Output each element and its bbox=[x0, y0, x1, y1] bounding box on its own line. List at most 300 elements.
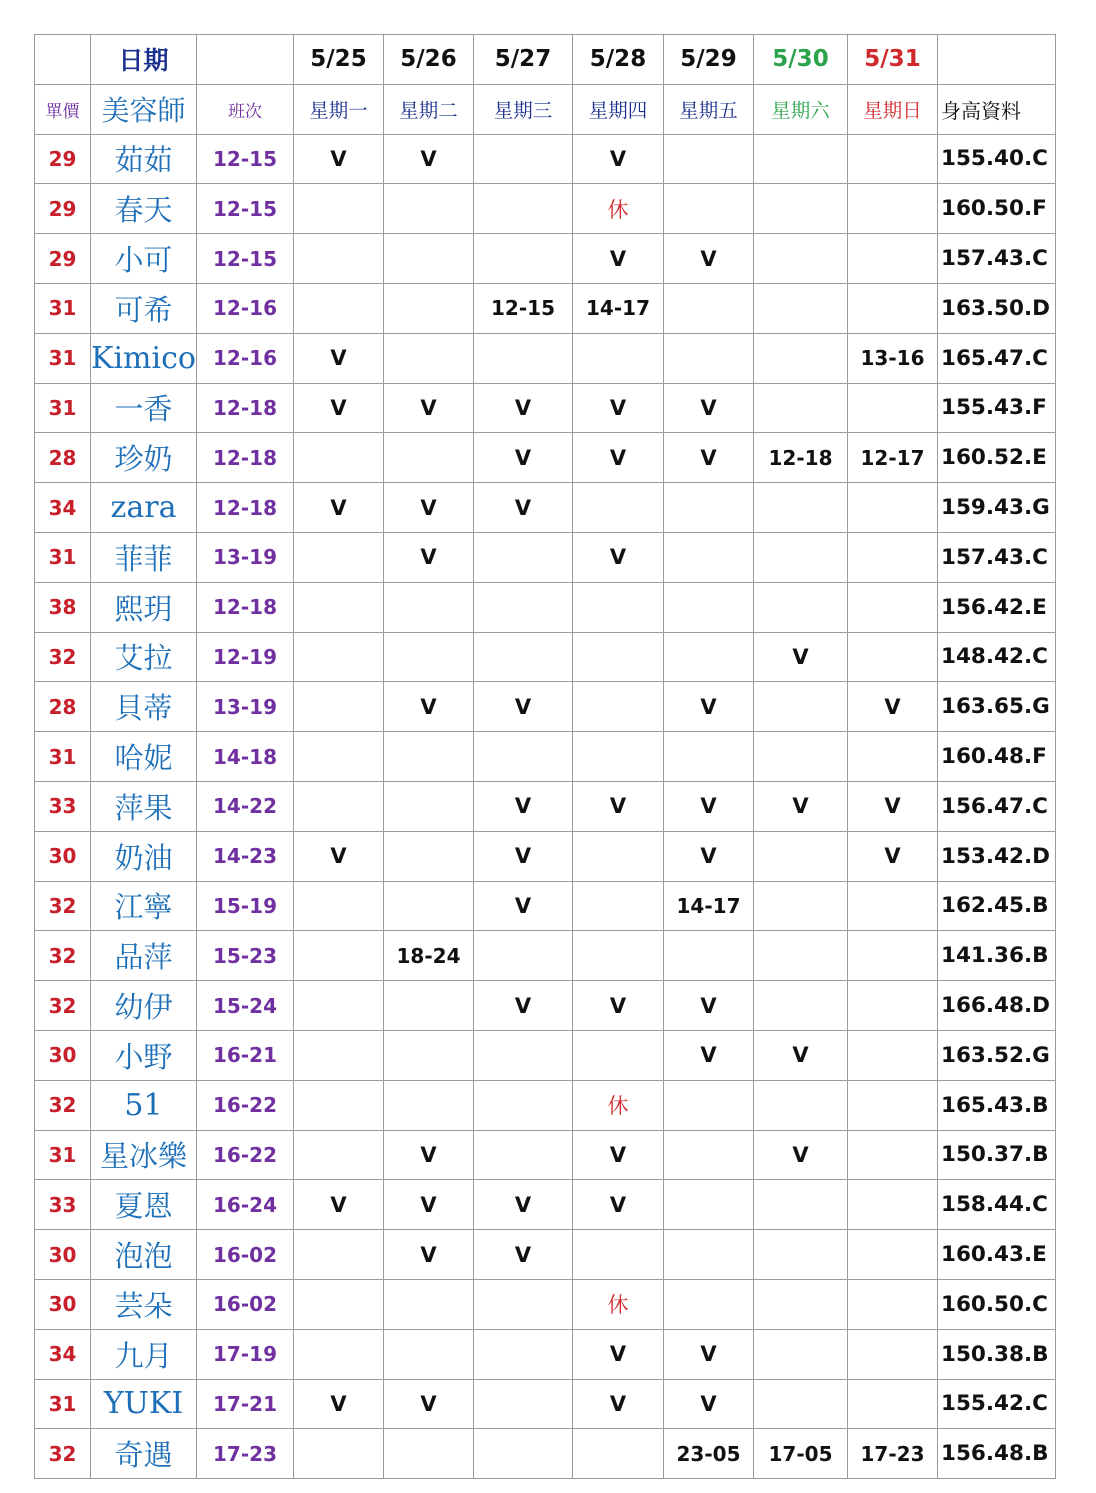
day-cell: V bbox=[573, 134, 664, 184]
day-cell bbox=[474, 1130, 573, 1180]
day-cell: V bbox=[664, 781, 754, 831]
height-cell: 160.48.F bbox=[938, 732, 1056, 782]
day-cell bbox=[573, 483, 664, 533]
height-cell: 166.48.D bbox=[938, 981, 1056, 1031]
height-cell: 163.52.G bbox=[938, 1030, 1056, 1080]
day-cell bbox=[754, 931, 848, 981]
table-row bbox=[35, 1279, 1056, 1329]
shift-cell: 12-19 bbox=[197, 632, 294, 682]
day-cell bbox=[573, 732, 664, 782]
day-cell: V bbox=[664, 981, 754, 1031]
day-cell: V bbox=[294, 134, 384, 184]
day-cell bbox=[848, 981, 938, 1031]
day-cell bbox=[573, 881, 664, 931]
price-cell: 33 bbox=[35, 781, 91, 831]
price-cell: 31 bbox=[35, 1379, 91, 1429]
day-cell bbox=[294, 1279, 384, 1329]
day-cell: V bbox=[754, 1130, 848, 1180]
day-cell: V bbox=[664, 1379, 754, 1429]
price-cell: 30 bbox=[35, 1230, 91, 1280]
day-cell: V bbox=[573, 383, 664, 433]
day-cell bbox=[294, 1329, 384, 1379]
shift-cell: 16-22 bbox=[197, 1080, 294, 1130]
day-cell: V bbox=[848, 682, 938, 732]
day-cell bbox=[294, 732, 384, 782]
day-cell bbox=[384, 234, 474, 284]
day-cell bbox=[294, 532, 384, 582]
table-row bbox=[35, 532, 1056, 582]
height-cell: 155.40.C bbox=[938, 134, 1056, 184]
day-cell bbox=[294, 1030, 384, 1080]
day-cell bbox=[294, 881, 384, 931]
day-cell: V bbox=[573, 1130, 664, 1180]
day-cell bbox=[664, 333, 754, 383]
shift-cell: 12-16 bbox=[197, 283, 294, 333]
beautician-name: 春天 bbox=[91, 184, 197, 234]
day-cell bbox=[573, 632, 664, 682]
day-cell: V bbox=[664, 682, 754, 732]
shift-cell: 12-18 bbox=[197, 582, 294, 632]
beautician-name: 菲菲 bbox=[91, 532, 197, 582]
table-row bbox=[35, 433, 1056, 483]
shift-cell: 17-23 bbox=[197, 1429, 294, 1479]
price-cell: 30 bbox=[35, 1030, 91, 1080]
day-cell bbox=[754, 234, 848, 284]
day-cell bbox=[848, 1379, 938, 1429]
day-cell: V bbox=[474, 981, 573, 1031]
day-cell: V bbox=[474, 781, 573, 831]
date-cell-sunday: 5/31 bbox=[848, 35, 938, 85]
day-cell bbox=[848, 483, 938, 533]
price-cell: 28 bbox=[35, 682, 91, 732]
beautician-name: 貝蒂 bbox=[91, 682, 197, 732]
shift-cell: 15-23 bbox=[197, 931, 294, 981]
day-cell bbox=[754, 333, 848, 383]
weekday-cell: 星期四 bbox=[573, 84, 664, 134]
day-cell bbox=[848, 1030, 938, 1080]
table-row bbox=[35, 981, 1056, 1031]
table-row bbox=[35, 184, 1056, 234]
day-cell: 17-23 bbox=[848, 1429, 938, 1479]
price-cell: 32 bbox=[35, 981, 91, 1031]
shift-cell: 12-15 bbox=[197, 134, 294, 184]
day-cell: V bbox=[754, 632, 848, 682]
day-cell bbox=[754, 483, 848, 533]
day-cell bbox=[754, 732, 848, 782]
day-cell bbox=[384, 1279, 474, 1329]
day-cell: 12-15 bbox=[474, 283, 573, 333]
shift-cell: 12-18 bbox=[197, 483, 294, 533]
table-row bbox=[35, 582, 1056, 632]
day-cell: V bbox=[754, 1030, 848, 1080]
beautician-name: 哈妮 bbox=[91, 732, 197, 782]
shift-cell: 16-21 bbox=[197, 1030, 294, 1080]
date-cell: 5/27 bbox=[474, 35, 573, 85]
date-label: 日期 bbox=[91, 35, 197, 85]
header-blank-cell bbox=[938, 35, 1056, 85]
price-cell: 32 bbox=[35, 1080, 91, 1130]
day-cell bbox=[848, 632, 938, 682]
day-cell bbox=[754, 1279, 848, 1329]
beautician-name: YUKI bbox=[91, 1379, 197, 1429]
height-cell: 162.45.B bbox=[938, 881, 1056, 931]
day-cell bbox=[848, 1080, 938, 1130]
day-cell: V bbox=[384, 1379, 474, 1429]
height-cell: 160.50.C bbox=[938, 1279, 1056, 1329]
price-cell: 34 bbox=[35, 483, 91, 533]
shift-cell: 16-02 bbox=[197, 1230, 294, 1280]
height-cell: 153.42.D bbox=[938, 831, 1056, 881]
day-cell bbox=[754, 532, 848, 582]
day-cell bbox=[664, 632, 754, 682]
shift-cell: 13-19 bbox=[197, 682, 294, 732]
day-cell bbox=[664, 1080, 754, 1130]
beautician-name: 熙玥 bbox=[91, 582, 197, 632]
weekday-cell: 星期二 bbox=[384, 84, 474, 134]
day-cell bbox=[294, 582, 384, 632]
day-cell: V bbox=[294, 831, 384, 881]
day-cell: 17-05 bbox=[754, 1429, 848, 1479]
day-cell: V bbox=[294, 333, 384, 383]
date-cell-saturday: 5/30 bbox=[754, 35, 848, 85]
height-cell: 160.52.E bbox=[938, 433, 1056, 483]
height-cell: 160.43.E bbox=[938, 1230, 1056, 1280]
day-cell bbox=[384, 632, 474, 682]
price-cell: 30 bbox=[35, 1279, 91, 1329]
day-cell: V bbox=[573, 433, 664, 483]
day-cell bbox=[848, 881, 938, 931]
day-cell: V bbox=[573, 234, 664, 284]
day-cell: V bbox=[474, 1180, 573, 1230]
table-row bbox=[35, 931, 1056, 981]
day-cell bbox=[294, 1429, 384, 1479]
day-cell bbox=[294, 184, 384, 234]
weekday-cell-sunday: 星期日 bbox=[848, 84, 938, 134]
day-cell: V bbox=[294, 383, 384, 433]
day-cell bbox=[384, 831, 474, 881]
day-cell: V bbox=[848, 781, 938, 831]
day-cell bbox=[848, 1180, 938, 1230]
beautician-name: 江寧 bbox=[91, 881, 197, 931]
day-cell bbox=[848, 134, 938, 184]
day-cell bbox=[573, 1230, 664, 1280]
day-cell: V bbox=[474, 483, 573, 533]
price-cell: 29 bbox=[35, 134, 91, 184]
name-column-header: 美容師 bbox=[91, 84, 197, 134]
height-cell: 163.50.D bbox=[938, 283, 1056, 333]
date-header-row bbox=[35, 35, 1056, 85]
day-cell: V bbox=[848, 831, 938, 881]
day-cell bbox=[384, 333, 474, 383]
day-cell bbox=[754, 682, 848, 732]
day-cell: 13-16 bbox=[848, 333, 938, 383]
day-cell: V bbox=[664, 1329, 754, 1379]
day-cell bbox=[848, 1279, 938, 1329]
weekday-cell: 星期五 bbox=[664, 84, 754, 134]
day-cell: V bbox=[294, 1180, 384, 1230]
height-cell: 156.47.C bbox=[938, 781, 1056, 831]
price-cell: 31 bbox=[35, 1130, 91, 1180]
weekday-header-row bbox=[35, 84, 1056, 134]
table-row bbox=[35, 483, 1056, 533]
day-cell: V bbox=[384, 1130, 474, 1180]
date-cell: 5/29 bbox=[664, 35, 754, 85]
day-cell bbox=[573, 682, 664, 732]
day-cell bbox=[848, 582, 938, 632]
beautician-name: 小可 bbox=[91, 234, 197, 284]
height-cell: 160.50.F bbox=[938, 184, 1056, 234]
day-cell bbox=[848, 732, 938, 782]
day-cell: V bbox=[384, 383, 474, 433]
height-cell: 155.42.C bbox=[938, 1379, 1056, 1429]
shift-cell: 12-18 bbox=[197, 383, 294, 433]
day-cell: 14-17 bbox=[573, 283, 664, 333]
day-cell bbox=[294, 1080, 384, 1130]
height-column-header: 身高資料 bbox=[938, 84, 1056, 134]
day-cell: 12-17 bbox=[848, 433, 938, 483]
table-row bbox=[35, 1080, 1056, 1130]
day-cell bbox=[294, 981, 384, 1031]
day-cell bbox=[294, 433, 384, 483]
price-cell: 32 bbox=[35, 1429, 91, 1479]
day-cell bbox=[848, 234, 938, 284]
day-cell bbox=[474, 134, 573, 184]
beautician-name: 茹茹 bbox=[91, 134, 197, 184]
height-cell: 157.43.C bbox=[938, 234, 1056, 284]
day-cell bbox=[384, 732, 474, 782]
day-cell: V bbox=[573, 981, 664, 1031]
day-cell bbox=[384, 1429, 474, 1479]
day-cell: V bbox=[384, 1230, 474, 1280]
beautician-name: 小野 bbox=[91, 1030, 197, 1080]
day-cell: V bbox=[573, 1180, 664, 1230]
table-row bbox=[35, 383, 1056, 433]
day-cell bbox=[754, 1329, 848, 1379]
day-cell bbox=[474, 1429, 573, 1479]
day-cell bbox=[754, 831, 848, 881]
price-cell: 28 bbox=[35, 433, 91, 483]
day-cell: V bbox=[384, 682, 474, 732]
height-cell: 158.44.C bbox=[938, 1180, 1056, 1230]
day-cell: 12-18 bbox=[754, 433, 848, 483]
day-cell: V bbox=[474, 831, 573, 881]
height-cell: 150.38.B bbox=[938, 1329, 1056, 1379]
day-cell bbox=[664, 1130, 754, 1180]
day-cell: 休 bbox=[573, 1279, 664, 1329]
day-cell bbox=[573, 931, 664, 981]
shift-cell: 13-19 bbox=[197, 532, 294, 582]
day-cell: V bbox=[384, 1180, 474, 1230]
beautician-name: 奇遇 bbox=[91, 1429, 197, 1479]
day-cell bbox=[474, 184, 573, 234]
table-row bbox=[35, 732, 1056, 782]
day-cell: V bbox=[573, 781, 664, 831]
day-cell: V bbox=[664, 831, 754, 881]
table-row bbox=[35, 1030, 1056, 1080]
day-cell bbox=[474, 582, 573, 632]
day-cell bbox=[384, 881, 474, 931]
day-cell bbox=[754, 184, 848, 234]
height-cell: 148.42.C bbox=[938, 632, 1056, 682]
table-row bbox=[35, 781, 1056, 831]
day-cell: V bbox=[474, 1230, 573, 1280]
table-row bbox=[35, 632, 1056, 682]
beautician-name: 幼伊 bbox=[91, 981, 197, 1031]
beautician-name: 夏恩 bbox=[91, 1180, 197, 1230]
beautician-name: 可希 bbox=[91, 283, 197, 333]
height-cell: 165.47.C bbox=[938, 333, 1056, 383]
day-cell bbox=[848, 931, 938, 981]
day-cell: V bbox=[573, 1379, 664, 1429]
day-cell bbox=[384, 981, 474, 1031]
table-row bbox=[35, 831, 1056, 881]
day-cell: V bbox=[294, 483, 384, 533]
day-cell bbox=[754, 582, 848, 632]
day-cell bbox=[294, 781, 384, 831]
day-cell bbox=[474, 1080, 573, 1130]
date-cell: 5/26 bbox=[384, 35, 474, 85]
shift-cell: 17-21 bbox=[197, 1379, 294, 1429]
day-cell: V bbox=[664, 234, 754, 284]
shift-cell: 14-23 bbox=[197, 831, 294, 881]
day-cell bbox=[474, 931, 573, 981]
day-cell: 18-24 bbox=[384, 931, 474, 981]
day-cell bbox=[664, 532, 754, 582]
day-cell: V bbox=[384, 134, 474, 184]
day-cell: V bbox=[664, 1030, 754, 1080]
table-row bbox=[35, 234, 1056, 284]
day-cell: 23-05 bbox=[664, 1429, 754, 1479]
day-cell bbox=[384, 781, 474, 831]
day-cell bbox=[384, 184, 474, 234]
day-cell bbox=[754, 1080, 848, 1130]
price-cell: 34 bbox=[35, 1329, 91, 1379]
shift-cell: 12-15 bbox=[197, 234, 294, 284]
day-cell bbox=[754, 881, 848, 931]
shift-cell: 16-22 bbox=[197, 1130, 294, 1180]
schedule-rows bbox=[35, 134, 1056, 1479]
day-cell bbox=[474, 333, 573, 383]
day-cell bbox=[754, 1379, 848, 1429]
weekday-cell-saturday: 星期六 bbox=[754, 84, 848, 134]
day-cell: V bbox=[474, 682, 573, 732]
day-cell bbox=[664, 184, 754, 234]
beautician-name: 星冰樂 bbox=[91, 1130, 197, 1180]
day-cell bbox=[294, 1130, 384, 1180]
table-row bbox=[35, 333, 1056, 383]
table-row bbox=[35, 1379, 1056, 1429]
day-cell: V bbox=[573, 1329, 664, 1379]
day-cell bbox=[294, 632, 384, 682]
day-cell bbox=[294, 283, 384, 333]
day-cell bbox=[474, 1379, 573, 1429]
height-cell: 150.37.B bbox=[938, 1130, 1056, 1180]
price-cell: 32 bbox=[35, 632, 91, 682]
day-cell: 休 bbox=[573, 184, 664, 234]
day-cell: 14-17 bbox=[664, 881, 754, 931]
day-cell: V bbox=[384, 483, 474, 533]
table-row bbox=[35, 1429, 1056, 1479]
header-blank-cell bbox=[197, 35, 294, 85]
beautician-name: 一香 bbox=[91, 383, 197, 433]
day-cell bbox=[848, 283, 938, 333]
day-cell: V bbox=[384, 532, 474, 582]
height-cell: 157.43.C bbox=[938, 532, 1056, 582]
day-cell bbox=[848, 1130, 938, 1180]
price-cell: 38 bbox=[35, 582, 91, 632]
day-cell bbox=[384, 582, 474, 632]
price-cell: 31 bbox=[35, 732, 91, 782]
beautician-name: Kimico bbox=[91, 333, 197, 383]
day-cell bbox=[474, 632, 573, 682]
day-cell bbox=[384, 1080, 474, 1130]
shift-cell: 17-19 bbox=[197, 1329, 294, 1379]
beautician-name: 艾拉 bbox=[91, 632, 197, 682]
day-cell bbox=[848, 532, 938, 582]
date-cell: 5/28 bbox=[573, 35, 664, 85]
day-cell bbox=[848, 383, 938, 433]
price-cell: 29 bbox=[35, 184, 91, 234]
price-cell: 31 bbox=[35, 283, 91, 333]
beautician-name: 芸朵 bbox=[91, 1279, 197, 1329]
table-row bbox=[35, 881, 1056, 931]
day-cell bbox=[474, 532, 573, 582]
day-cell bbox=[664, 1180, 754, 1230]
schedule-table bbox=[34, 34, 1056, 1479]
day-cell bbox=[474, 1329, 573, 1379]
height-cell: 141.36.B bbox=[938, 931, 1056, 981]
beautician-name: 九月 bbox=[91, 1329, 197, 1379]
day-cell bbox=[664, 283, 754, 333]
day-cell: V bbox=[294, 1379, 384, 1429]
day-cell bbox=[294, 682, 384, 732]
price-cell: 32 bbox=[35, 931, 91, 981]
beautician-name: 奶油 bbox=[91, 831, 197, 881]
price-cell: 29 bbox=[35, 234, 91, 284]
day-cell bbox=[754, 383, 848, 433]
beautician-name: 51 bbox=[91, 1080, 197, 1130]
height-cell: 155.43.F bbox=[938, 383, 1056, 433]
beautician-name: 泡泡 bbox=[91, 1230, 197, 1280]
beautician-name: 萍果 bbox=[91, 781, 197, 831]
day-cell bbox=[664, 1230, 754, 1280]
day-cell bbox=[573, 1429, 664, 1479]
price-column-header: 單價 bbox=[35, 84, 91, 134]
day-cell bbox=[754, 283, 848, 333]
day-cell: 休 bbox=[573, 1080, 664, 1130]
price-cell: 30 bbox=[35, 831, 91, 881]
day-cell: V bbox=[664, 383, 754, 433]
header-blank-cell bbox=[35, 35, 91, 85]
day-cell bbox=[664, 931, 754, 981]
day-cell bbox=[754, 1230, 848, 1280]
height-cell: 163.65.G bbox=[938, 682, 1056, 732]
day-cell bbox=[664, 1279, 754, 1329]
table-row bbox=[35, 1329, 1056, 1379]
day-cell bbox=[294, 1230, 384, 1280]
shift-cell: 16-02 bbox=[197, 1279, 294, 1329]
day-cell: V bbox=[474, 383, 573, 433]
table-row bbox=[35, 1130, 1056, 1180]
day-cell bbox=[573, 1030, 664, 1080]
day-cell bbox=[573, 333, 664, 383]
day-cell bbox=[474, 732, 573, 782]
shift-cell: 15-24 bbox=[197, 981, 294, 1031]
day-cell bbox=[754, 134, 848, 184]
day-cell bbox=[573, 831, 664, 881]
shift-cell: 14-18 bbox=[197, 732, 294, 782]
date-cell: 5/25 bbox=[294, 35, 384, 85]
